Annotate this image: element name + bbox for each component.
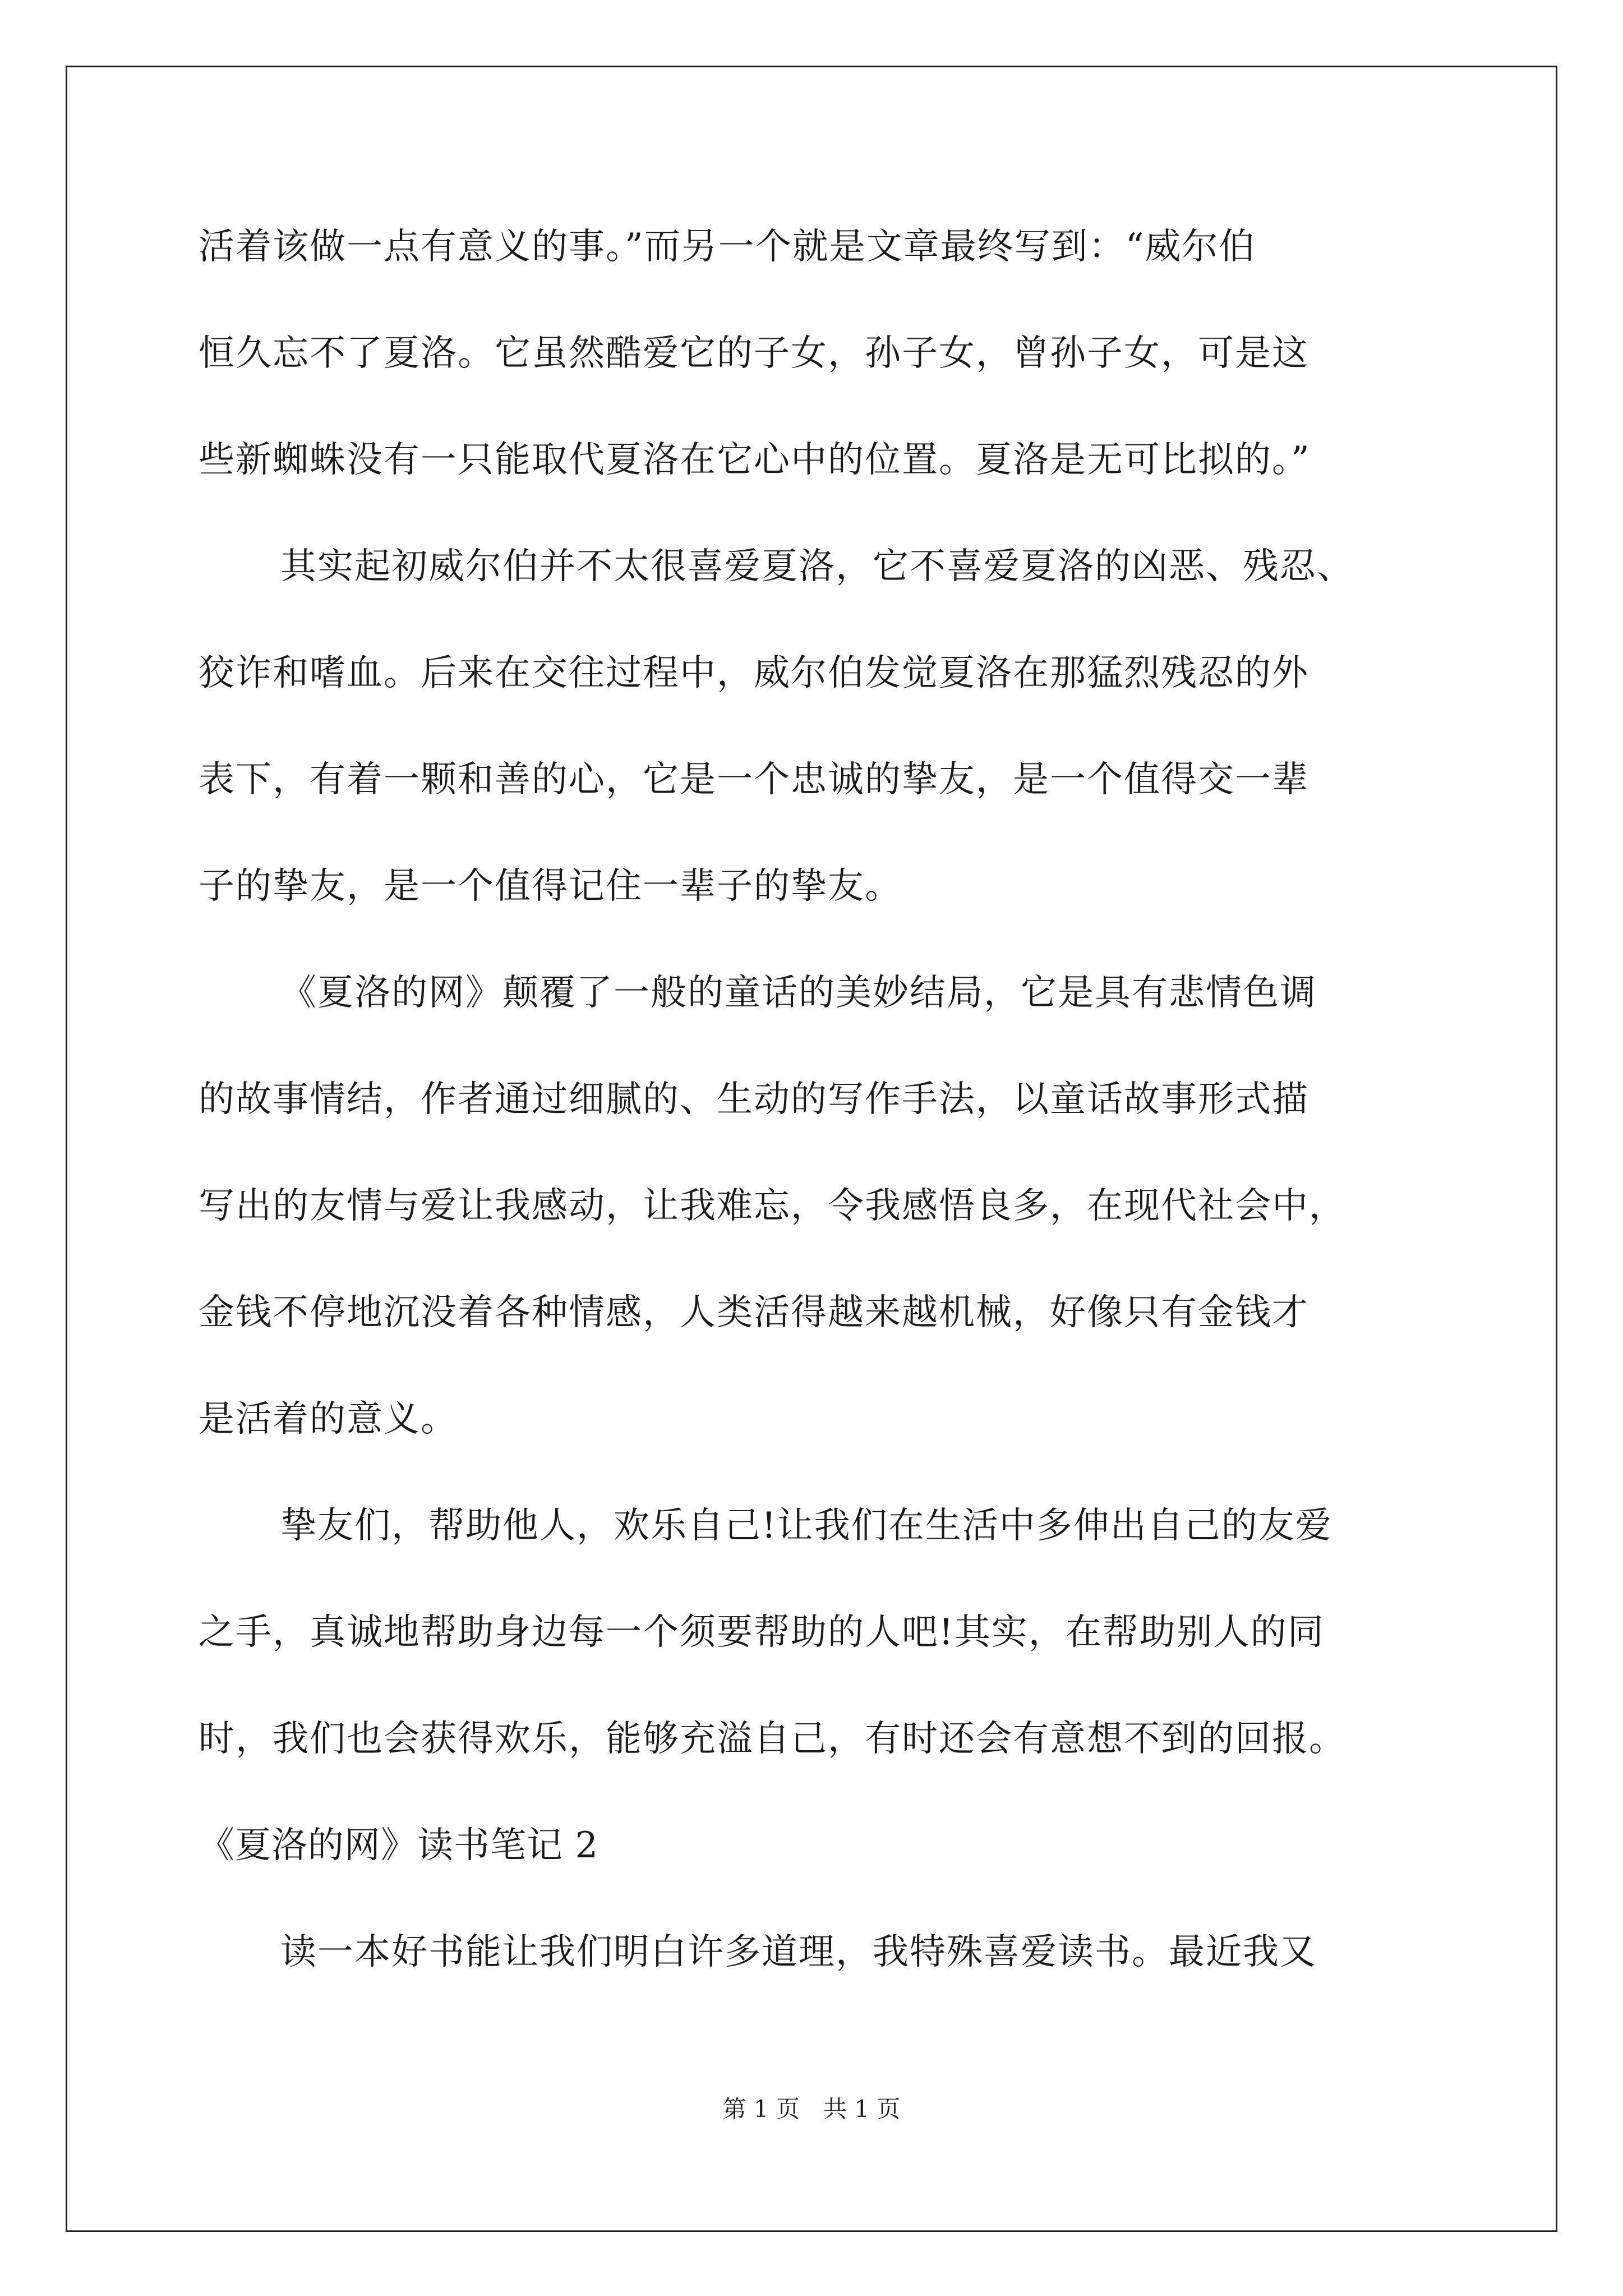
paragraph-start-line: 挚友们，帮助他人，欢乐自己!让我们在生活中多伸出自己的友爱: [280, 1505, 1332, 1547]
text-line: 金钱不停地沉没着各种情感，人类活得越来越机械，好像只有金钱才: [199, 1292, 1309, 1333]
paragraph-start-line: 读一本好书能让我们明白许多道理，我特殊喜爱读书。最近我又: [280, 1931, 1317, 1973]
document-body: [199, 213, 1428, 2025]
text-line: 表下，有着一颗和善的心，它是一个忠诚的挚友，是一个值得交一辈: [199, 759, 1309, 800]
section-heading: 《夏洛的网》读书笔记 2: [199, 1825, 599, 1866]
text-line: 写出的友情与爱让我感动，让我难忘，令我感悟良多，在现代社会中，: [199, 1185, 1346, 1227]
text-line: 恒久忘不了夏洛。它虽然酷爱它的子女，孙子女，曾孙子女，可是这: [199, 333, 1309, 374]
text-line: 是活着的意义。: [199, 1398, 458, 1440]
text-line: 之手，真诚地帮助身边每一个须要帮助的人吧!其实，在帮助别人的同: [199, 1612, 1325, 1653]
paragraph-start-line: 《夏洛的网》颠覆了一般的童话的美妙结局，它是具有悲情色调: [280, 972, 1317, 1014]
text-line: 些新蜘蛛没有一只能取代夏洛在它心中的位置。夏洛是无可比拟的。”: [199, 439, 1311, 481]
page-footer: 第 1 页 共 1 页: [722, 2095, 901, 2123]
text-line: 狡诈和嗜血。后来在交往过程中，威尔伯发觉夏洛在那猛烈残忍的外: [199, 652, 1309, 694]
text-line: 活着该做一点有意义的事。”而另一个就是文章最终写到：“威尔伯: [199, 226, 1256, 268]
text-line: 子的挚友，是一个值得记住一辈子的挚友。: [199, 866, 902, 907]
text-line: 的故事情结，作者通过细腻的、生动的写作手法，以童话故事形式描: [199, 1079, 1309, 1120]
paragraph-start-line: 其实起初威尔伯并不太很喜爱夏洛，它不喜爱夏洛的凶恶、残忍、: [280, 546, 1354, 587]
text-line: 时，我们也会获得欢乐，能够充溢自己，有时还会有意想不到的回报。: [199, 1718, 1346, 1760]
